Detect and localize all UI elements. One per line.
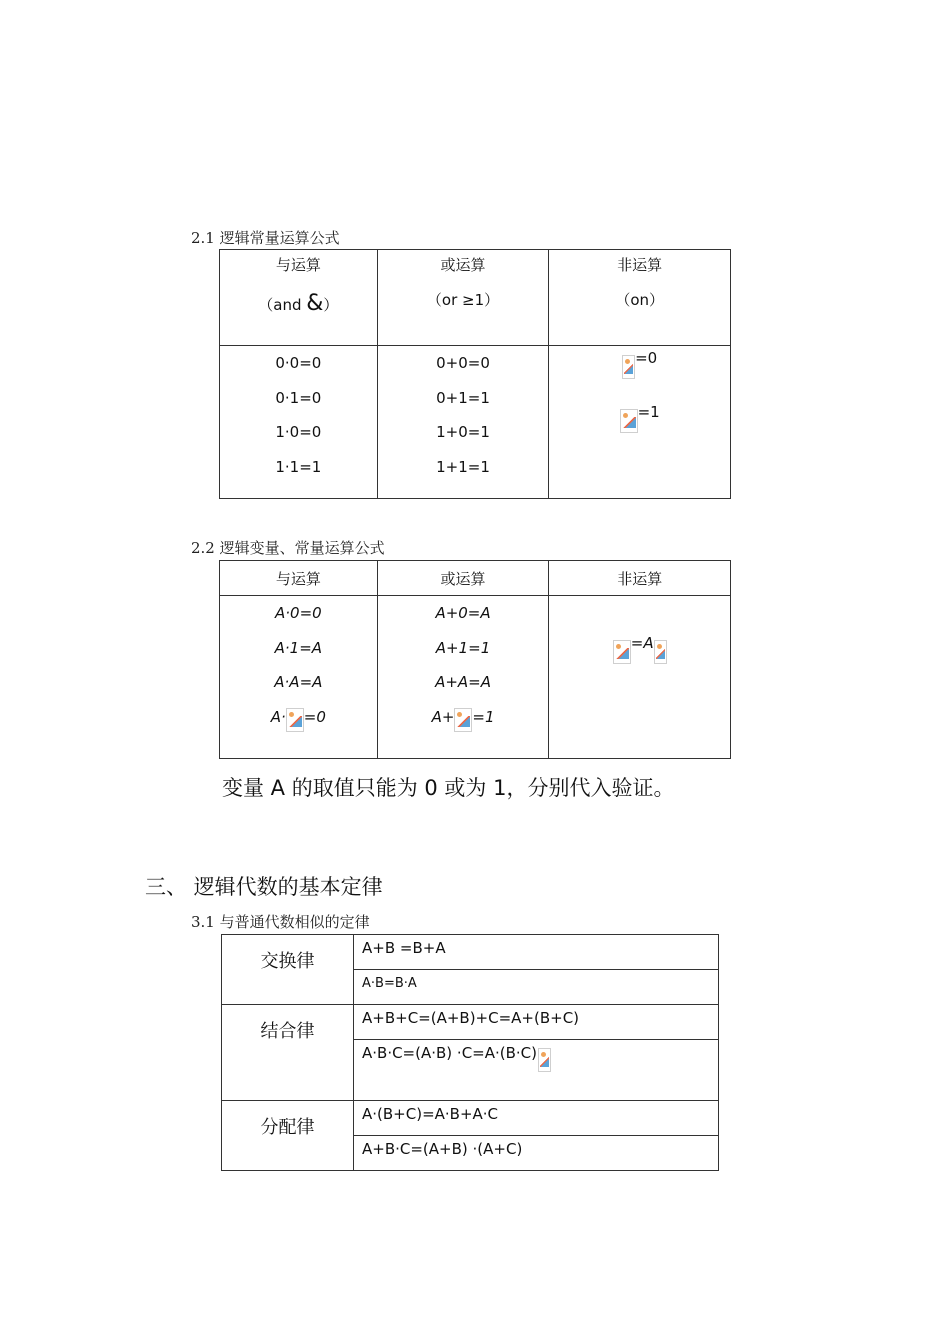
table-header-row [220,250,731,346]
formula-line: A·A=A [274,673,323,691]
header-and-sub: （and &） [258,291,339,316]
not-formula: =A [549,634,730,664]
formula-line: A· =0 [220,700,377,735]
header-not-name: 非运算 [617,256,663,274]
header-not: 非运算 [549,561,731,596]
note-text: 变量 A 的取值只能为 0 或为 1，分别代入验证。 [222,776,675,800]
constant-ops-table [219,249,731,499]
formula-line: A+A=A [435,673,491,691]
section-heading: 三、 逻辑代数的基本定律 [145,875,383,899]
broken-image-icon [613,640,631,664]
ampersand-symbol: & [306,291,324,316]
not-formula-2: =1 [549,403,730,433]
formula-line: 1·0=0 [275,423,322,441]
formula-line: A+1=1 [435,638,491,657]
law-name: 分配律 [222,1101,354,1171]
law-formula: A·B=B·A [354,970,719,1005]
not-cell [549,596,731,759]
caption-2-1: 2.1 逻辑常量运算公式 [191,229,340,247]
broken-image-icon [622,355,635,379]
broken-image-icon [654,640,667,664]
formula-line: 0·0=0 [275,354,322,372]
law-formula: A+B·C=(A+B) ·(A+C) [354,1136,719,1171]
and-cell [220,596,378,759]
formula-line: 1+0=1 [436,423,490,441]
header-or [377,250,549,346]
broken-image-icon [454,708,472,732]
header-and-name: 与运算 [275,256,321,274]
header-and: 与运算 [220,561,378,596]
broken-image-icon [620,409,638,433]
formula-line: A·1=A [274,638,323,657]
law-row [222,1005,719,1040]
caption-2-2: 2.2 逻辑变量、常量运算公式 [191,539,385,557]
table-body-row [220,596,731,759]
formula-line: A·0=0 [275,604,322,622]
formula-line: A+0=A [435,604,491,622]
header-and [220,250,378,346]
formula-line: 0+0=0 [436,354,490,372]
table-header-row [220,561,731,596]
law-formula: A·(B+C)=A·B+A·C [354,1101,719,1136]
broken-image-icon [538,1048,551,1072]
not-cell [549,346,731,499]
and-cell [220,346,378,499]
laws-table [221,934,719,1171]
header-not-sub: （on） [615,291,665,309]
law-name: 交换律 [222,935,354,1005]
header-or-sub: （or ≥1） [426,291,500,309]
header-or: 或运算 [377,561,549,596]
formula-line: 1+1=1 [436,457,490,476]
or-cell [377,596,549,759]
law-name: 结合律 [222,1005,354,1101]
formula-line: A+ =1 [378,700,549,735]
header-not [549,250,731,346]
not-formula-1: =0 [549,349,730,379]
or-cell [377,346,549,499]
law-formula: A·B·C=(A·B) ·C=A·(B·C) [354,1040,719,1101]
law-formula: A+B =B+A [354,935,719,970]
table-body-row [220,346,731,499]
formula-line: 0·1=0 [275,388,322,407]
broken-image-icon [286,708,304,732]
law-row [222,1101,719,1136]
law-formula: A+B+C=(A+B)+C=A+(B+C) [354,1005,719,1040]
header-or-name: 或运算 [440,256,486,274]
formula-line: 0+1=1 [436,388,490,407]
caption-3-1: 3.1 与普通代数相似的定律 [191,913,370,931]
formula-line: 1·1=1 [275,457,322,476]
variable-ops-table [219,560,731,759]
law-row [222,935,719,970]
